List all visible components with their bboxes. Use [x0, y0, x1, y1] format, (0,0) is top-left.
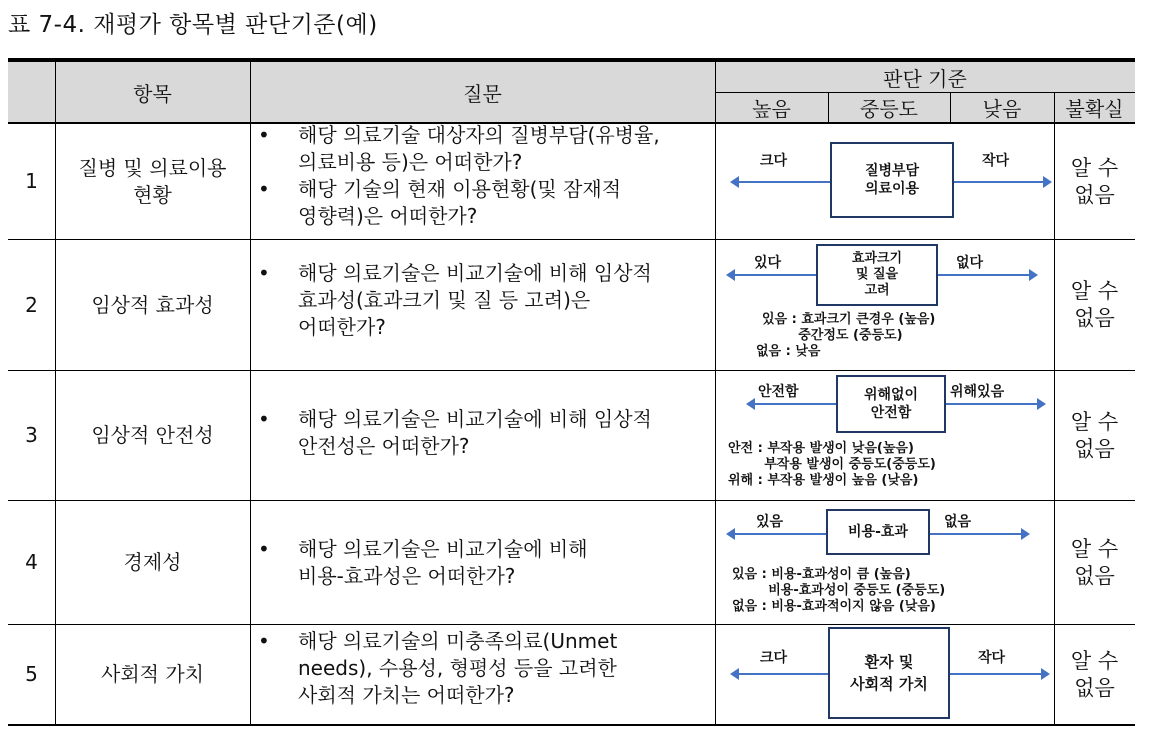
header-no-cell: [8, 62, 55, 122]
right-label: 작다: [982, 153, 1010, 169]
header-question: 질문: [250, 62, 715, 122]
criteria-note: 없음 : 낮음: [756, 344, 821, 359]
row-number: 3: [25, 423, 38, 447]
left-label: 크다: [760, 153, 788, 169]
header-item: 항목: [55, 62, 250, 122]
uncertain-cell: [1054, 625, 1135, 724]
criteria-box: [828, 627, 950, 719]
box-line: 환자 및: [864, 653, 914, 671]
uncertain-line: 없음: [1074, 675, 1115, 700]
question-line: 안전성은 어떠한가?: [298, 434, 470, 458]
criteria-note: 있음 : 효과크기 큰경우 (높음): [762, 312, 936, 327]
box-line: 고려: [864, 283, 890, 298]
criteria-note: 있음 : 비용-효과성이 큼 (높음): [732, 567, 911, 582]
question-line: 해당 의료기술은 비교기술에 비해: [298, 537, 588, 561]
question-line: 해당 의료기술의 미충족의료(Unmet: [298, 629, 618, 653]
box-line: 질병부담: [864, 163, 920, 179]
criteria-diagram: [720, 124, 1052, 239]
box-line: 의료이용: [864, 181, 920, 197]
left-label: 안전함: [758, 384, 799, 400]
question-line: 영향력)은 어떠한가?: [298, 204, 478, 228]
col-divider: [950, 92, 951, 122]
row-item: [55, 124, 250, 239]
uncertain-line: 알 수: [1070, 409, 1119, 434]
uncertain-cell: [1054, 371, 1135, 500]
box-line: 사회적 가치: [850, 675, 928, 693]
criteria-diagram: [720, 371, 1052, 500]
question-line: 해당 기술의 현재 이용현황(및 잠재적: [298, 177, 622, 201]
uncertain-line: 없음: [1074, 436, 1115, 461]
criteria-note: 안전 : 부작용 발생이 낮음(높음): [728, 441, 914, 456]
question-bullet: • 해당 의료기술은 비교기술에 비해 임상적 안전성은 어떠한가?: [258, 407, 652, 458]
item-line: 질병 및 의료이용: [78, 155, 227, 180]
uncertain-line: 없음: [1074, 306, 1115, 330]
header-high: 높음: [715, 92, 828, 122]
question-line: 의료비용 등)은 어떠한가?: [298, 150, 523, 174]
col-divider: [715, 62, 716, 724]
criteria-note: 비용-효과성이 중등도 (중등도): [732, 583, 946, 598]
left-arrow: [738, 673, 828, 675]
right-arrow: [950, 673, 1042, 675]
uncertain-line: 알 수: [1070, 155, 1119, 180]
right-arrow: [930, 533, 1022, 535]
question-line: needs), 수용성, 형평성 등을 고려한: [298, 656, 617, 680]
uncertain-line: 없음: [1074, 182, 1115, 207]
header-uncertain: 불확실: [1054, 92, 1135, 122]
criteria-note: 중간정도 (중등도): [762, 328, 903, 343]
left-label: 있다: [754, 255, 782, 271]
left-arrow: [734, 533, 826, 535]
uncertain-line: 알 수: [1070, 279, 1119, 303]
right-arrow: [946, 403, 1038, 405]
uncertain-cell: [1054, 240, 1135, 370]
question-bullet: • 해당 기술의 현재 이용현황(및 잠재적 영향력)은 어떠한가?: [258, 177, 622, 228]
criteria-box: [826, 509, 930, 555]
uncertain-cell: [1054, 124, 1135, 239]
uncertain-line: 알 수: [1070, 536, 1119, 561]
box-line: 위해없이: [863, 387, 919, 403]
criteria-box: [836, 375, 946, 433]
row-number: 5: [25, 662, 38, 686]
criteria-note: 위해 : 부작용 발생이 높음 (낮음): [728, 473, 919, 488]
question-bullet: • 해당 의료기술 대상자의 질병부담(유병율, 의료비용 등)은 어떠한가?: [258, 123, 660, 174]
col-divider: [828, 92, 829, 122]
top-rule: [8, 58, 1135, 62]
right-label: 작다: [978, 650, 1006, 666]
question-line: 해당 의료기술은 비교기술에 비해 임상적: [298, 261, 652, 285]
box-line: 효과크기: [851, 251, 903, 266]
box-line: 및 질을: [855, 267, 899, 282]
question-line: 어떠한가?: [298, 315, 386, 339]
right-label: 없다: [956, 255, 984, 271]
uncertain-cell: [1054, 501, 1135, 624]
left-label: 있음: [756, 514, 784, 530]
left-label: 크다: [760, 650, 788, 666]
bottom-rule: [8, 724, 1135, 726]
criteria-box: [816, 244, 938, 306]
uncertain-line: 알 수: [1070, 648, 1119, 673]
col-divider: [250, 62, 251, 724]
criteria-table: [8, 58, 1135, 726]
right-label: 위해있음: [950, 384, 1005, 400]
row-item: 사회적 가치: [101, 662, 204, 686]
criteria-diagram: [720, 625, 1052, 724]
criteria-diagram: [720, 240, 1052, 370]
left-arrow: [738, 181, 830, 183]
header-subrule: [715, 92, 1135, 93]
row-number: 2: [25, 292, 38, 317]
item-line: 현황: [133, 182, 172, 207]
uncertain-line: 없음: [1074, 563, 1115, 588]
header-mid: 중등도: [828, 92, 950, 122]
box-line: 안전함: [870, 405, 912, 421]
criteria-diagram: [720, 501, 1052, 624]
table-caption: 표 7-4. 재평가 항목별 판단기준(예): [8, 12, 378, 38]
criteria-note: 부작용 발생이 중등도(중등도): [728, 457, 936, 472]
question-line: 해당 의료기술은 비교기술에 비해 임상적: [298, 407, 652, 431]
row-item: 임상적 효과성: [91, 292, 214, 317]
left-arrow: [734, 274, 816, 276]
question-line: 비용-효과성은 어떠한가?: [298, 564, 516, 588]
question-line: 해당 의료기술 대상자의 질병부담(유병율,: [298, 123, 660, 147]
question-bullet: • 해당 의료기술은 비교기술에 비해 비용-효과성은 어떠한가?: [258, 537, 588, 588]
row-number: 4: [25, 550, 38, 574]
question-line: 효과성(효과크기 및 질 등 고려)은: [298, 288, 591, 312]
header-low: 낮음: [950, 92, 1054, 122]
question-bullet: • 해당 의료기술의 미충족의료(Unmet needs), 수용성, 형평성 등을 고려한 사회적 가치는 어떠한가?: [258, 629, 618, 707]
criteria-note: 없음 : 비용-효과적이지 않음 (낮음): [732, 599, 936, 614]
row-item: 임상적 안전성: [91, 423, 214, 447]
criteria-box: [830, 142, 954, 218]
left-arrow: [754, 403, 836, 405]
row-item: 경제성: [123, 550, 182, 574]
box-line: 비용-효과: [848, 524, 908, 540]
right-label: 없음: [944, 514, 972, 530]
question-bullet: • 해당 의료기술은 비교기술에 비해 임상적 효과성(효과크기 및 질 등 고려)은 어떠한가?: [258, 261, 652, 339]
row-number: 1: [25, 169, 38, 193]
right-arrow: [938, 274, 1030, 276]
question-line: 사회적 가치는 어떠한가?: [298, 683, 515, 707]
header-criteria: 판단 기준: [715, 62, 1135, 92]
right-arrow: [954, 181, 1044, 183]
